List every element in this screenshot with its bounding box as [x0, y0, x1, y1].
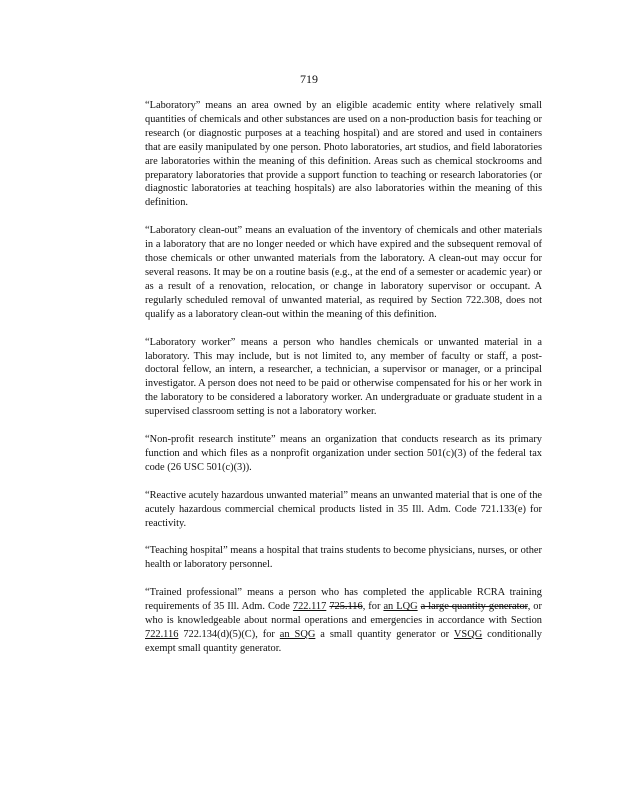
definition-laboratory-clean-out: “Laboratory clean-out” means an evaluation of the inventory of chemicals and other materials in a laboratory that are no longer needed or which have expired and the subsequent removal of those chemicals or other unwanted materials from the laboratory. A clean-out may occur for several reasons. It may be on a routine basis (e.g., at the end of a semester or academic year) or as a result of a renovation, relocation, or change in laboratory supervisor or occupant. A regularly scheduled removal of unwanted material, as required by Section 722.308, does not qualify as a laboratory clean-out within the meaning of this definition.: [145, 225, 542, 320]
tp-deleted-725-116: 725.116: [329, 601, 363, 613]
tp-inserted-an-lqg: an LQG: [383, 601, 418, 613]
tp-text-3: , or who is knowledgeable about normal operations and emergencies in accordance with Section: [145, 601, 542, 627]
tp-text-1: “Trained professional” means a person who has completed the applicable RCRA training requirements of 35 Ill. Adm. Code: [145, 587, 542, 613]
definition-laboratory-worker: “Laboratory worker” means a person who handles chemicals or unwanted material in a laboratory. This may include, but is not limited to, any member of faculty or staff, a post-doctoral fellow, an intern, a researcher, a technician, a supervisor or manager, or a principal investigator. A person does not need to be paid or otherwise compensated for his or her work in the laboratory to be considered a laboratory worker. An undergraduate or graduate student in a supervised classroom setting is not a laboratory worker.: [145, 336, 542, 418]
tp-inserted-722-117: 722.117: [292, 601, 327, 613]
tp-text-5: a small quantity generator or: [315, 629, 454, 640]
definition-reactive-acutely-hazardous: “Reactive acutely hazardous unwanted material” means an unwanted material that is one of the acutely hazardous commercial chemical products listed in 35 Ill. Adm. Code 721.133(e) for reactivity.: [145, 489, 542, 529]
definition-trained-professional: [145, 586, 542, 656]
tp-text-2: , for: [362, 601, 384, 613]
definitions-body: [145, 99, 542, 656]
tp-inserted-an-sqg: an SQG: [279, 629, 316, 640]
definition-laboratory: “Laboratory” means an area owned by an eligible academic entity where relatively small quantities of chemicals and other substances are used on a non-production basis for teaching or research (or diagnostic purposes at a teaching hospital) and are stored and used in containers that are easily manipulated by one person. Photo laboratories, art studios, and field laboratories are laboratories within the meaning of this definition. Areas such as chemical stockrooms and preparatory laboratories that provide a support function to teaching or research laboratories (or diagnostic laboratories at teaching hospitals) are also laboratories within the meaning of this definition.: [145, 100, 542, 209]
tp-inserted-vsqg: VSQG: [453, 629, 483, 640]
page-number: 719: [300, 72, 318, 86]
tp-text-6: conditionally exempt small quantity generator.: [145, 629, 542, 654]
tp-text-4: 722.134(d)(5)(C), for: [178, 629, 280, 640]
definition-teaching-hospital: “Teaching hospital” means a hospital that trains students to become physicians, nurses, or other health or laboratory personnel.: [145, 545, 542, 571]
tp-inserted-722-116: 722.116: [145, 629, 179, 640]
tp-deleted-large-quantity-generator: a large quantity generator: [420, 601, 528, 613]
definition-non-profit-research-institute: “Non-profit research institute” means an organization that conducts research as its primary function and which files as a nonprofit organization under section 501(c)(3) of the federal tax code (26 USC 501(c)(3)).: [145, 434, 542, 473]
